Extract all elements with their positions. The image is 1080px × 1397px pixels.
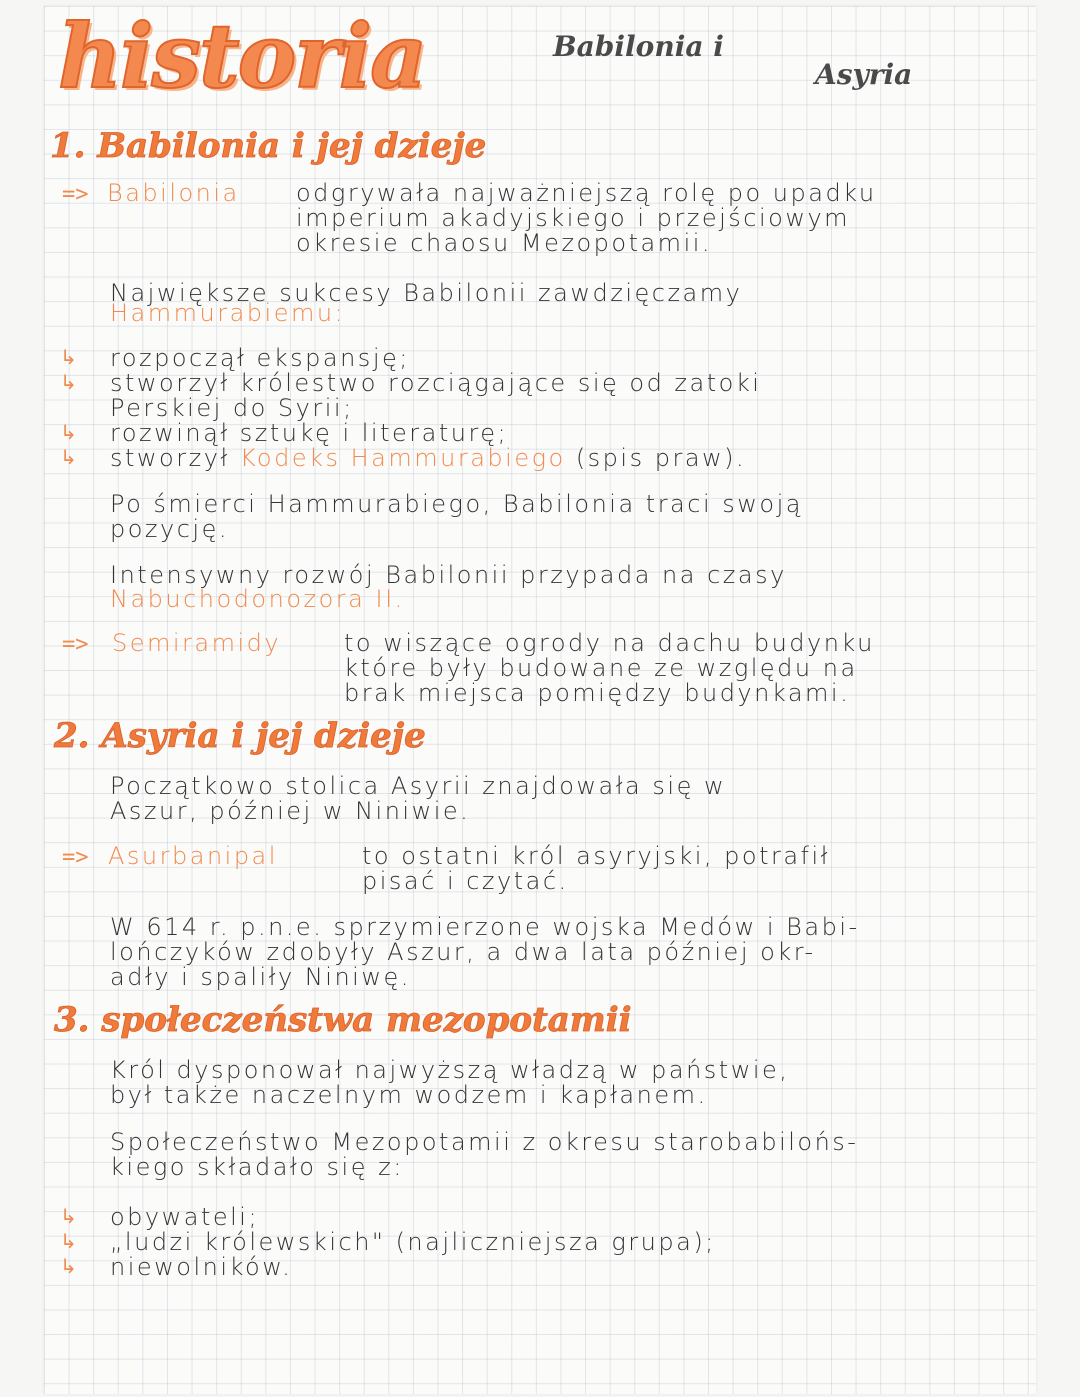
sub-arrow-icon: ↳: [60, 445, 77, 469]
sub-arrow-icon: ↳: [60, 1204, 77, 1228]
sub-arrow-icon: ↳: [60, 370, 77, 394]
section-2-number: 2.: [54, 716, 90, 756]
note-line: Król dysponował najwyższą władzą w państwie,: [110, 1056, 790, 1084]
subtitle-line-1: Babilonia i: [553, 30, 724, 63]
arrow-marker: =>: [62, 182, 89, 207]
bullet-text: rozwinął sztukę i literaturę;: [110, 419, 509, 447]
bullet-text: rozpoczął ekspansję;: [110, 344, 410, 372]
sub-arrow-icon: ↳: [60, 420, 77, 444]
note-line: odgrywała najważniejszą rolę po upadku: [296, 179, 877, 207]
bullet-text: stworzył królestwo rozciągające się od zatoki: [110, 369, 762, 397]
note-line: Aszur, później w Niniwie.: [110, 797, 471, 825]
sub-arrow-icon: ↳: [60, 345, 77, 369]
note-line: kiego składało się z:: [110, 1153, 404, 1181]
section-3-title: społeczeństwa mezopotamii: [101, 1000, 632, 1040]
bullet-text: „ludzi królewskich" (najliczniejsza grupa);: [110, 1228, 716, 1256]
section-3-number: 3.: [54, 1000, 90, 1040]
bullet-text-end: (spis praw).: [575, 444, 747, 472]
key-term: Semiramidy: [112, 629, 282, 657]
bullet-text: niewolników.: [110, 1253, 293, 1281]
note-line: okresie chaosu Mezopotamii.: [296, 229, 713, 257]
section-3-heading: [54, 1000, 632, 1040]
bullet-text: [110, 446, 746, 471]
note-line: pisać i czytać.: [362, 867, 569, 895]
section-1-title: Babilonia i jej dzieje: [97, 126, 487, 166]
subtitle-line-2: Asyria: [815, 58, 913, 91]
key-term: Kodeks Hammurabiego: [239, 444, 566, 472]
note-line: Społeczeństwo Mezopotamii z okresu starobabilońs-: [110, 1128, 859, 1156]
note-line: był także naczelnym wodzem i kapłanem.: [110, 1081, 708, 1109]
note-line: które były budowane ze względu na: [344, 654, 858, 682]
page-title: historia: [58, 4, 426, 108]
section-1-heading: [50, 126, 486, 166]
section-2-heading: [54, 716, 426, 756]
note-line: Największe sukcesy Babilonii zawdzięczamy: [110, 279, 743, 307]
bullet-text: Perskiej do Syrii;: [110, 394, 354, 422]
note-line: Początkowo stolica Asyrii znajdowała się w: [110, 772, 727, 800]
note-line: to ostatni król asyryjski, potrafił: [362, 842, 830, 870]
bullet-text: obywateli;: [110, 1203, 260, 1231]
note-line: pozycję.: [110, 515, 229, 543]
note-line: Intensywny rozwój Babilonii przypada na czasy: [110, 561, 787, 589]
note-line: W 614 r. p.n.e. sprzymierzone wojska Medów i Babi-: [110, 913, 860, 941]
arrow-marker: =>: [62, 845, 89, 870]
arrow-marker: =>: [62, 632, 89, 657]
note-line: adły i spaliły Niniwę.: [110, 963, 411, 991]
note-line: Po śmierci Hammurabiego, Babilonia traci swoją: [110, 490, 803, 518]
section-1-number: 1.: [50, 126, 86, 166]
note-line: to wiszące ogrody na dachu budynku: [344, 629, 875, 657]
bullet-text-start: stworzył: [110, 444, 230, 472]
note-line: imperium akadyjskiego i przejściowym: [296, 204, 851, 232]
key-term: Asurbanipal: [108, 842, 278, 870]
note-line: lończyków zdobyły Aszur, a dwa lata później okr-: [110, 938, 816, 966]
key-term: Babilonia: [107, 179, 240, 207]
section-2-title: Asyria i jej dzieje: [101, 716, 426, 756]
note-line: brak miejsca pomiędzy budynkami.: [344, 679, 851, 707]
key-term: Nabuchodonozora II.: [110, 585, 405, 613]
key-term: Hammurabiemu:: [110, 299, 346, 327]
sub-arrow-icon: ↳: [60, 1254, 77, 1278]
sub-arrow-icon: ↳: [60, 1229, 77, 1253]
